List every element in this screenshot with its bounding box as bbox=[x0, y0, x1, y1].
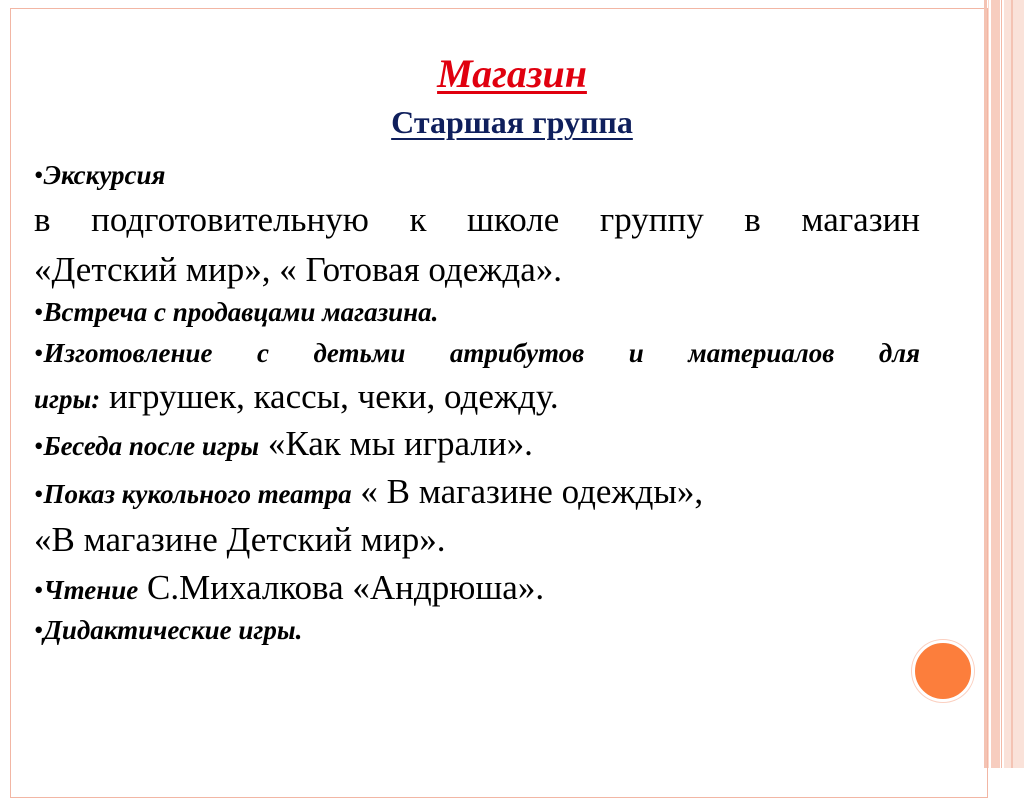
list-item-talk bbox=[34, 424, 533, 464]
item-label: Показ кукольного театра bbox=[43, 479, 352, 509]
bullet: • bbox=[34, 431, 44, 461]
list-item-making-continued bbox=[34, 377, 559, 417]
item-label: Чтение bbox=[43, 575, 139, 605]
slide-subtitle: Старшая группа bbox=[391, 104, 633, 140]
item-text: «Детский мир», « Готовая одежда». bbox=[34, 250, 563, 289]
item-label: Изготовление с детьми атрибутов и материалов для bbox=[43, 338, 920, 368]
list-item-reading bbox=[34, 568, 544, 608]
decorative-circle-icon bbox=[912, 640, 974, 702]
slide-title: Магазин bbox=[437, 51, 587, 96]
item-text: «В магазине Детский мир». bbox=[34, 520, 446, 559]
list-item-making bbox=[34, 338, 920, 369]
item-text: игрушек, кассы, чеки, одежду. bbox=[100, 377, 559, 416]
bullet: • bbox=[34, 297, 44, 327]
bullet: • bbox=[34, 479, 44, 509]
list-item-excursion bbox=[34, 160, 165, 191]
bullet: • bbox=[34, 338, 44, 368]
item-text: в подготовительную к школе группу в магазин bbox=[34, 200, 920, 239]
item-label: Дидактические игры. bbox=[43, 615, 303, 645]
bullet: • bbox=[34, 160, 44, 190]
item-label: Беседа после игры bbox=[43, 431, 260, 461]
bullet: • bbox=[34, 575, 44, 605]
item-text: С.Михалкова «Андрюша». bbox=[138, 568, 545, 607]
item-label: Экскурсия bbox=[43, 160, 166, 190]
bullet: • bbox=[34, 615, 44, 645]
list-item-meeting bbox=[34, 297, 438, 328]
item-text: «Как мы играли». bbox=[259, 424, 533, 463]
item-label: игры: bbox=[34, 384, 101, 414]
item-label: Встреча с продавцами магазина. bbox=[43, 297, 439, 327]
item-text: « В магазине одежды», bbox=[351, 472, 704, 511]
list-item-didactic bbox=[34, 615, 302, 646]
list-item-puppet-show bbox=[34, 472, 703, 512]
